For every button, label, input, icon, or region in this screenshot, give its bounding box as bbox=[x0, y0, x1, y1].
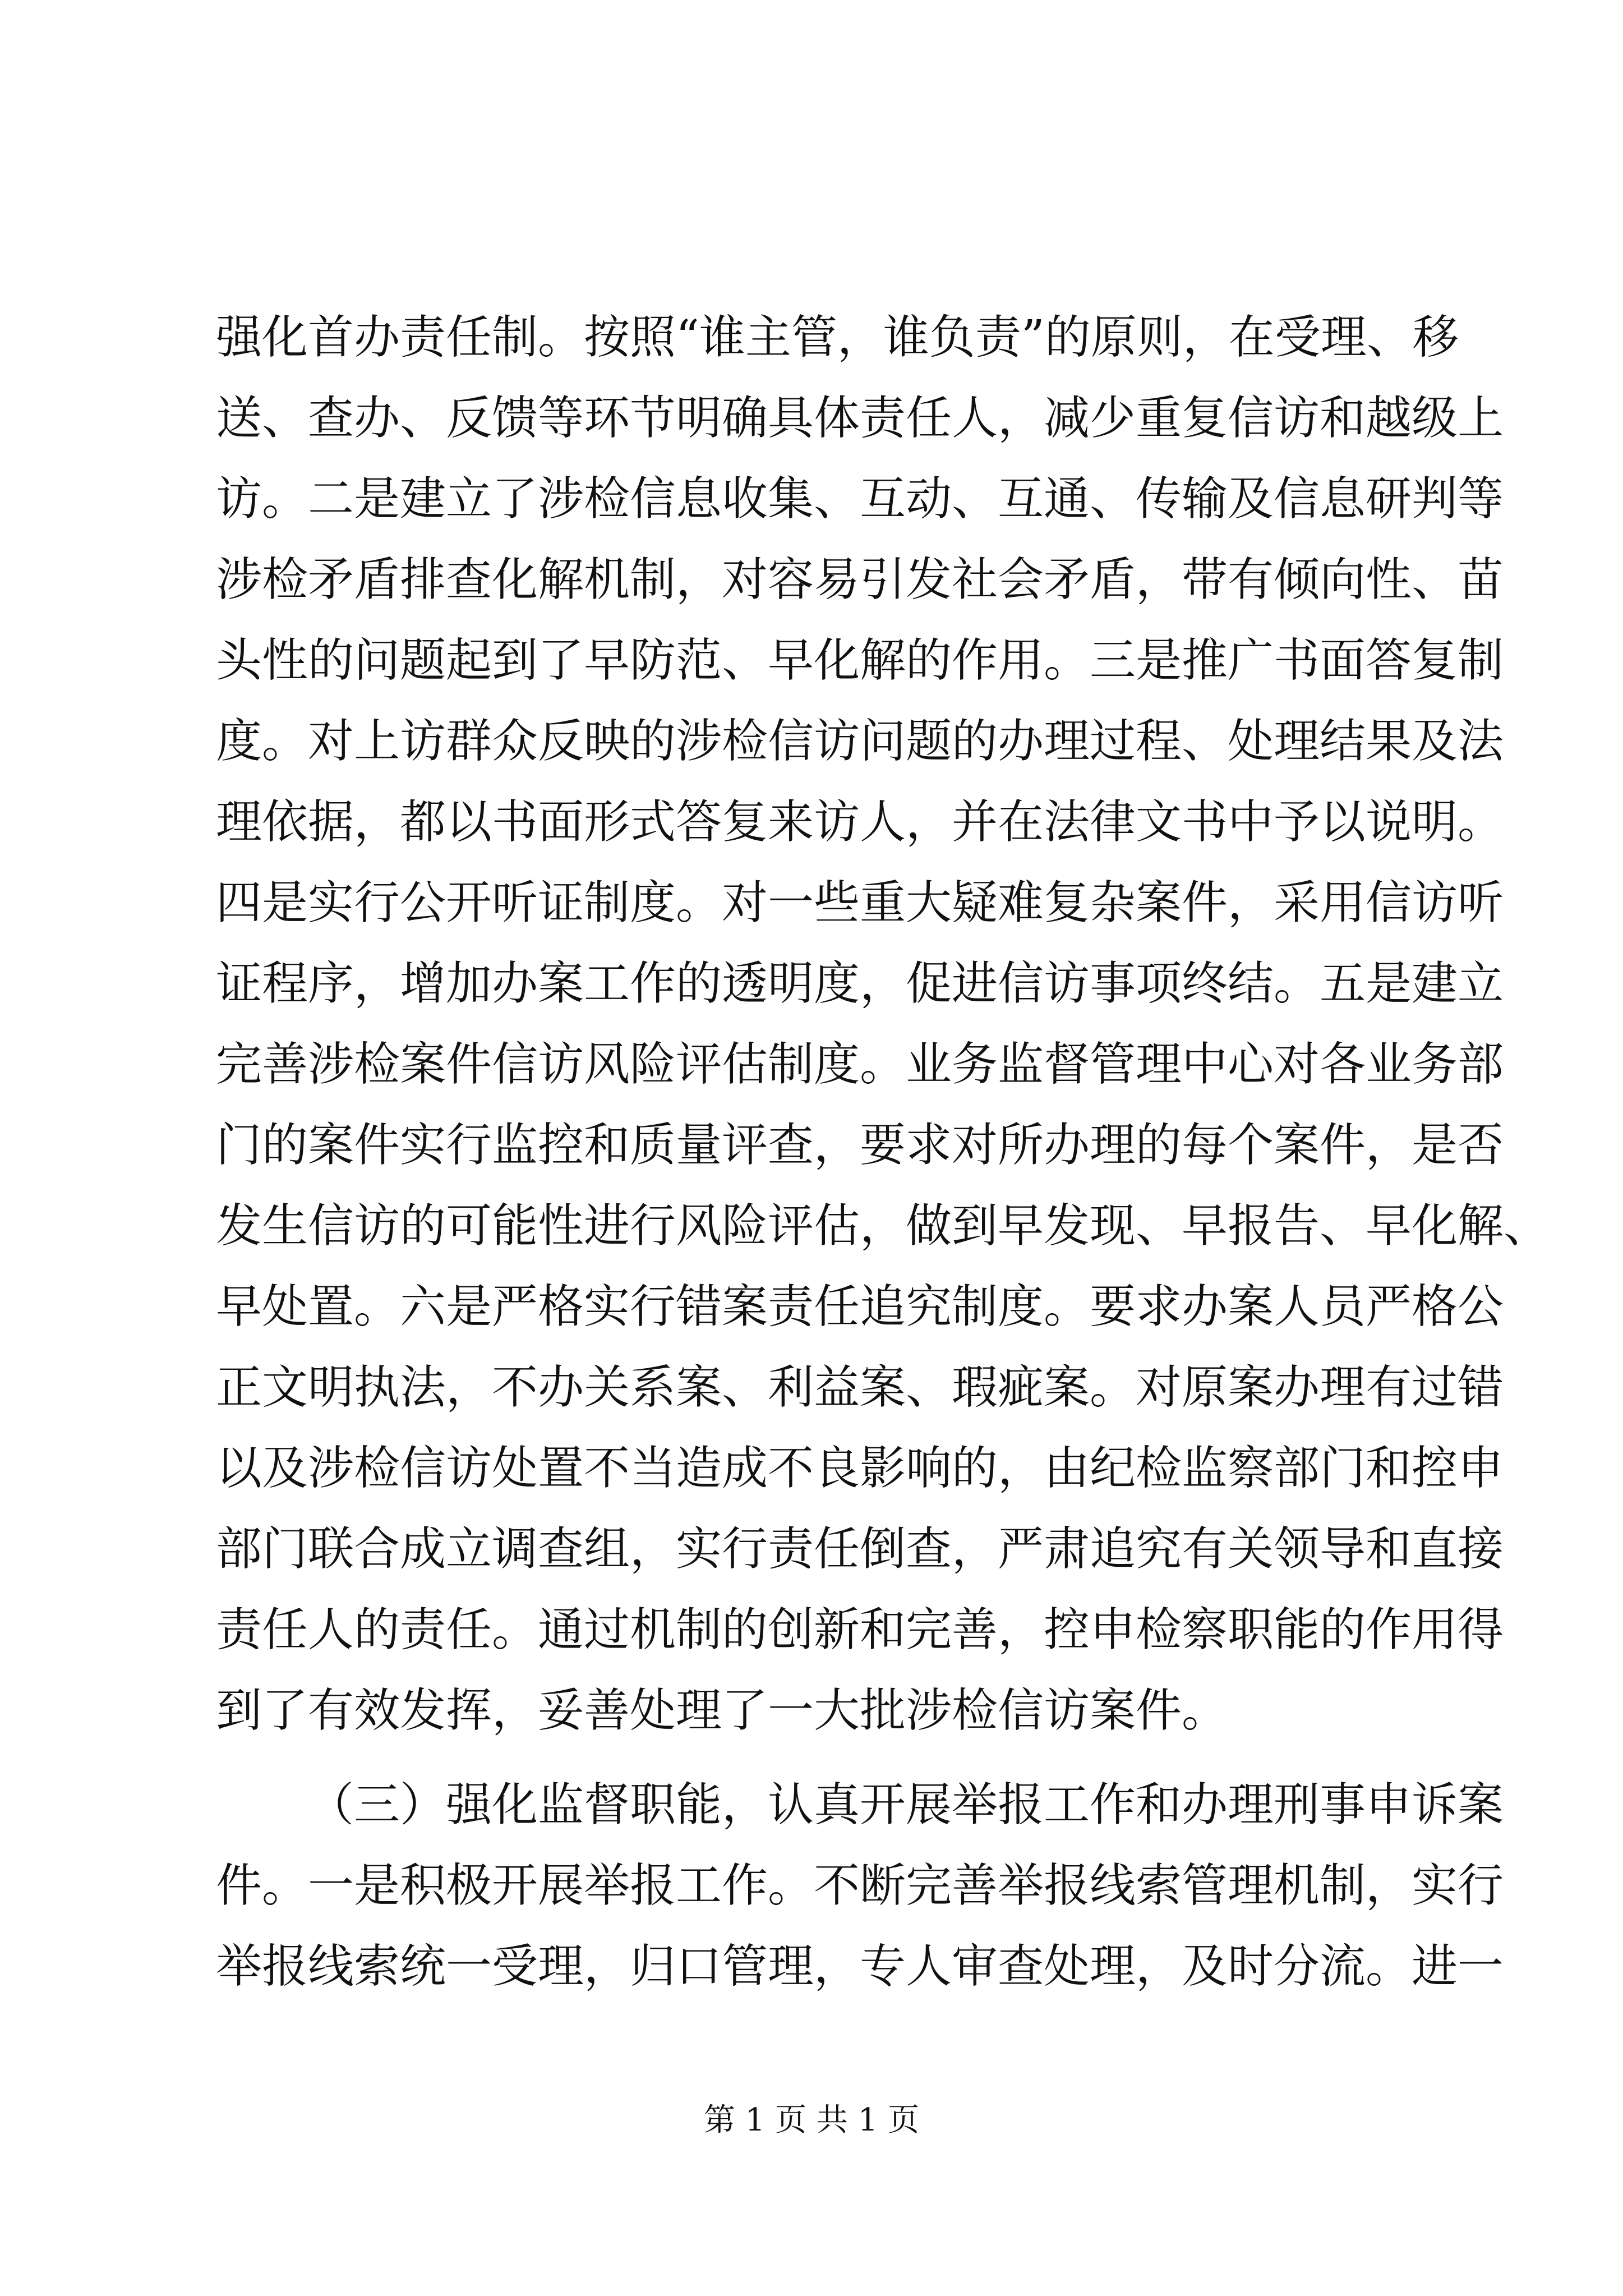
text-line: 证程序，增加办案工作的透明度，促进信访事项终结。五是建立 bbox=[216, 957, 1504, 1010]
page-number-footer: 第 1 页 共 1 页 bbox=[703, 2102, 920, 2138]
text-line: 正文明执法，不办关系案、利益案、瑕疵案。对原案办理有过错 bbox=[216, 1361, 1504, 1414]
body-text bbox=[216, 297, 1550, 2007]
text-line: 件。一是积极开展举报工作。不断完善举报线索管理机制，实行 bbox=[216, 1859, 1504, 1912]
text-line: 强化首办责任制。按照“谁主管，谁负责”的原则，在受理、移 bbox=[216, 311, 1459, 364]
text-line: 部门联合成立调查组，实行责任倒查，严肃追究有关领导和直接 bbox=[216, 1522, 1504, 1576]
text-line: 理依据，都以书面形式答复来访人，并在法律文书中予以说明。 bbox=[216, 795, 1504, 849]
text-line: 以及涉检信访处置不当造成不良影响的，由纪检监察部门和控申 bbox=[216, 1442, 1504, 1495]
text-line: 四是实行公开听证制度。对一些重大疑难复杂案件，采用信访听 bbox=[216, 876, 1504, 930]
text-line: 访。二是建立了涉检信息收集、互动、互通、传输及信息研判等 bbox=[216, 472, 1504, 526]
text-line: 责任人的责任。通过机制的创新和完善，控申检察职能的作用得 bbox=[216, 1603, 1504, 1657]
text-line: 涉检矛盾排查化解机制，对容易引发社会矛盾，带有倾向性、苗 bbox=[216, 553, 1504, 606]
text-line: 送、查办、反馈等环节明确具体责任人，减少重复信访和越级上 bbox=[216, 392, 1504, 445]
paragraph-last-line: 到了有效发挥，妥善处理了一大批涉检信访案件。 bbox=[216, 1684, 1228, 1737]
text-line: 度。对上访群众反映的涉检信访问题的办理过程、处理结果及法 bbox=[216, 715, 1504, 768]
text-line: 门的案件实行监控和质量评查，要求对所办理的每个案件，是否 bbox=[216, 1119, 1504, 1172]
text-line: 发生信访的可能性进行风险评估，做到早发现、早报告、早化解、 bbox=[216, 1199, 1550, 1253]
text-line: 早处置。六是严格实行错案责任追究制度。要求办案人员严格公 bbox=[216, 1280, 1504, 1333]
text-line: 举报线索统一受理，归口管理，专人审查处理，及时分流。进一 bbox=[216, 1940, 1504, 1993]
section-heading-line: （三）强化监督职能，认真开展举报工作和办理刑事申诉案 bbox=[308, 1778, 1504, 1832]
text-line: 头性的问题起到了早防范、早化解的作用。三是推广书面答复制 bbox=[216, 634, 1504, 687]
text-line: 完善涉检案件信访风险评估制度。业务监督管理中心对各业务部 bbox=[216, 1038, 1504, 1091]
